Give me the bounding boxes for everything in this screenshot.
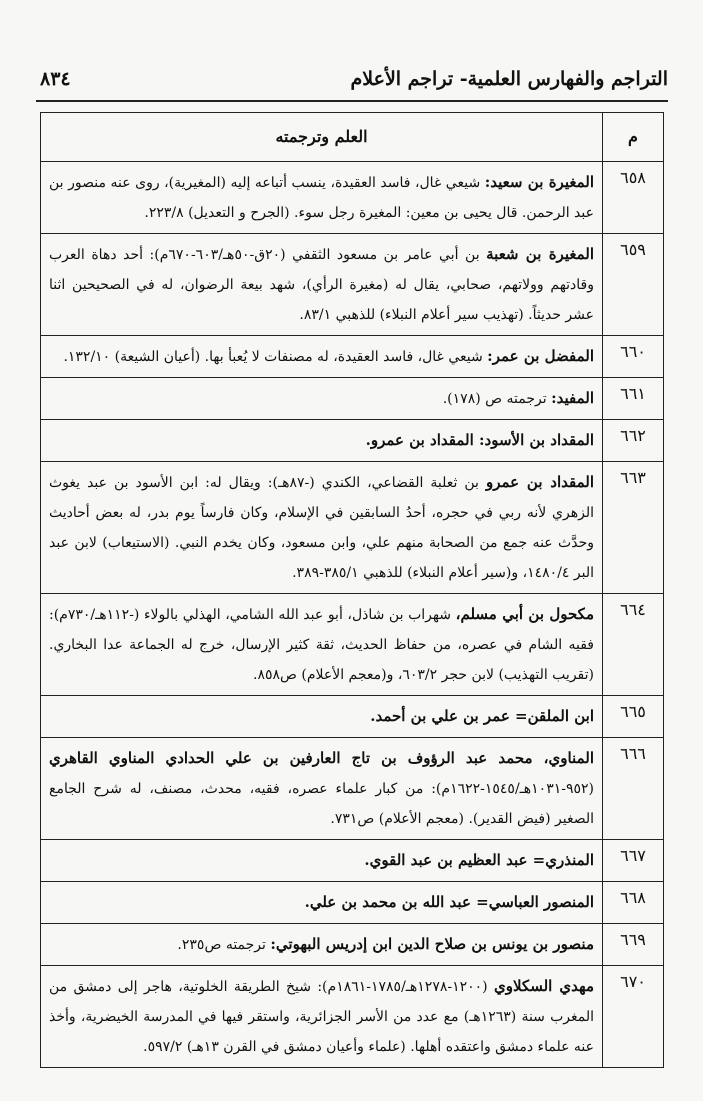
running-title: التراجم والفهارس العلمية- تراجم الأعلام	[350, 68, 668, 90]
entry-name: المفيد:	[551, 389, 594, 407]
entry-number: ٦٥٨	[603, 162, 664, 234]
entry-description: شهراب بن شاذل، أبو عبد الله الشامي، الهذلي بالولاء (-١١٢هـ/٧٣٠م): فقيه الشام في عصره، من حفاظ الحديث، ثقة كثير الإرسال، خرج له الجماعة عدا البخاري. (تقريب التهذيب) لابن حجر ٦٠٣/٢، و(معجم الأعلام) ص٨٥٨.	[49, 607, 594, 683]
table-body	[41, 162, 664, 1068]
entry-number: ٦٦٣	[603, 462, 664, 594]
entry-name: ابن الملقن= عمر بن علي بن أحمد.	[370, 707, 594, 725]
table-row	[41, 738, 664, 840]
entry-description: بن أبي عامر بن مسعود الثقفي (٢٠ق-٥٠هـ/٦٠٣-٦٧٠م): أحد دهاة العرب وقادتهم وولاتهم، صحابي، يقال له (مغيرة الرأي)، شهد بيعة الرضوان، له في الصحيحين اثنا عشر حديثاً. (تهذيب سير أعلام النبلاء) للذهبي ٨٣/١.	[49, 247, 594, 323]
entry-description: شيعي غال، فاسد العقيدة، ينسب أتباعه إليه (المغيرية)، روى عنه منصور بن عبد الرحمن. قال يحيى بن معين: المغيرة رجل سوء. (الجرح و التعديل) ٢٢٣/٨.	[49, 175, 594, 221]
entry-name: المغيرة بن سعيد:	[484, 173, 594, 191]
entry-description: بن ثعلبة القضاعي، الكندي (-٨٧هـ): ويقال له: ابن الأسود بن عبد يغوث الزهري لأنه ربي في حجره، أحدُ السابقين في الإسلام، وكان فارساً يوم بدر، له بعض أحاديث وحدَّث عنه جمع من الصحابة منهم علي، وابن مسعود، وكان يخدم النبي. (الاستيعاب) لابن عبد البر ١٤٨٠/٤، و(سير أعلام النبلاء) للذهبي ٣٨٥/١-٣٨٩.	[49, 475, 594, 581]
entry-name: مكحول بن أبي مسلم،	[455, 605, 594, 623]
entry-cell	[41, 594, 603, 696]
entry-number: ٦٦٥	[603, 696, 664, 738]
entry-name: مهدي السكلاوي	[493, 977, 594, 995]
entry-name: المقداد بن عمرو	[485, 473, 594, 491]
column-header-entry: العلم وترجمته	[41, 113, 603, 162]
entry-cell	[41, 420, 603, 462]
entry-description: (٩٥٢-١٠٣١هـ/١٥٤٥-١٦٢٢م): من كبار علماء عصره، فقيه، محدث، مصنف، له شرح الجامع الصغير (فيض القدير). (معجم الأعلام) ص٧٣١.	[49, 781, 594, 827]
entry-cell	[41, 924, 603, 966]
entry-description: ترجمته ص (١٧٨).	[442, 391, 552, 407]
table-row	[41, 594, 664, 696]
table-row	[41, 966, 664, 1068]
table-row	[41, 882, 664, 924]
table-header-row	[41, 113, 664, 162]
entry-cell	[41, 234, 603, 336]
table-row	[41, 924, 664, 966]
biography-table	[40, 112, 664, 1068]
entry-number: ٦٦٦	[603, 738, 664, 840]
entry-cell	[41, 966, 603, 1068]
entry-number: ٦٦٧	[603, 840, 664, 882]
entry-number: ٦٦٨	[603, 882, 664, 924]
entry-name: المغيرة بن شعبة	[486, 245, 595, 263]
entry-description: (١٢٠٠-١٢٧٨هـ/١٧٨٥-١٨٦١م): شيخ الطريقة الخلوتية، هاجر إلى دمشق من المغرب سنة (١٢٦٣هـ) مع عدد من الأسر الجزائرية، واستقر فيها في المدرسة الخيضرية، وأخذ عنه علماء دمشق واعتقده أهلها. (علماء وأعيان دمشق في القرن ١٣هـ) ٥٩٧/٢.	[49, 979, 595, 1055]
entry-number: ٦٦٩	[603, 924, 664, 966]
entry-cell	[41, 378, 603, 420]
entry-number: ٦٦٢	[603, 420, 664, 462]
table-row	[41, 336, 664, 378]
entry-description: ترجمته ص٢٣٥.	[177, 937, 271, 953]
table-row	[41, 840, 664, 882]
table-row	[41, 420, 664, 462]
entry-name: المناوي، محمد عبد الرؤوف بن تاج العارفين بن علي الحدادي المناوي القاهري	[49, 749, 594, 767]
entry-cell	[41, 738, 603, 840]
entry-name: المفضل بن عمر:	[487, 347, 594, 365]
table-row	[41, 378, 664, 420]
table-row	[41, 462, 664, 594]
table-row	[41, 162, 664, 234]
entry-description: شيعي غال، فاسد العقيدة، له مصنفات لا يُعبأ بها. (أعيان الشيعة) ١٣٢/١٠.	[63, 349, 488, 365]
table-row	[41, 696, 664, 738]
entry-name: المنذري= عبد العظيم بن عبد القوي.	[364, 851, 594, 869]
entry-cell	[41, 162, 603, 234]
page-number: ٨٣٤	[40, 68, 71, 90]
entry-number: ٦٥٩	[603, 234, 664, 336]
entry-number: ٦٦٠	[603, 336, 664, 378]
entry-name: المقداد بن الأسود: المقداد بن عمرو.	[365, 431, 594, 449]
page-header	[36, 66, 668, 102]
column-header-number: م	[603, 113, 664, 162]
entry-cell	[41, 696, 603, 738]
table-row	[41, 234, 664, 336]
entry-cell	[41, 336, 603, 378]
entry-number: ٦٧٠	[603, 966, 664, 1068]
entry-number: ٦٦٤	[603, 594, 664, 696]
entry-name: منصور بن يونس بن صلاح الدين ابن إدريس البهوتي:	[270, 935, 594, 953]
entry-name: المنصور العباسي= عبد الله بن محمد بن علي.	[304, 893, 594, 911]
entry-number: ٦٦١	[603, 378, 664, 420]
entry-cell	[41, 462, 603, 594]
entry-cell	[41, 840, 603, 882]
entry-cell	[41, 882, 603, 924]
